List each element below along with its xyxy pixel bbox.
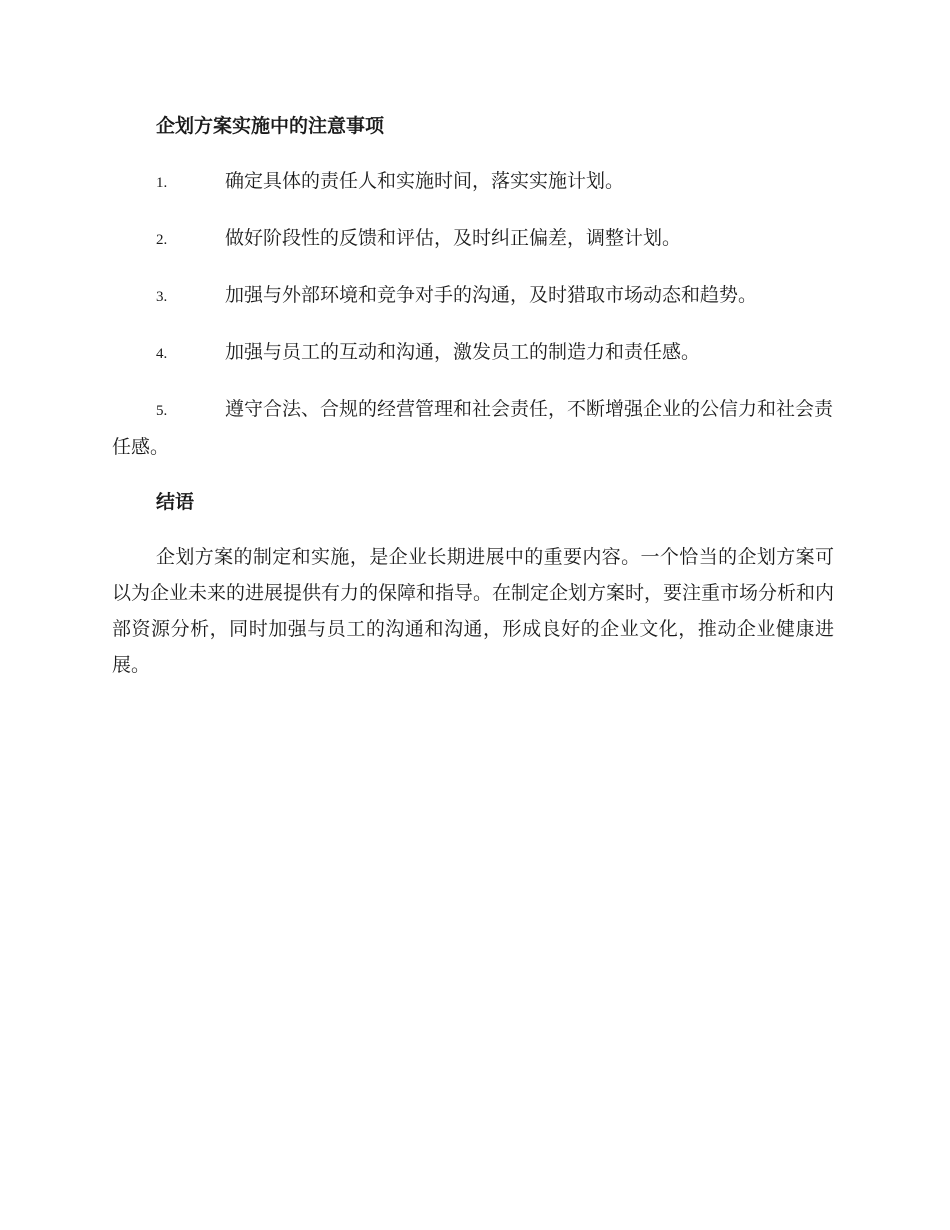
- list-item-text: 加强与外部环境和竞争对手的沟通，及时猎取市场动态和趋势。: [225, 284, 758, 306]
- conclusion-paragraph: 企划方案的制定和实施，是企业长期进展中的重要内容。一个恰当的企划方案可以为企业未来的进展提供有力的保障和指导。在制定企划方案时，要注重市场分析和内部资源分析，同时加强与员工的沟通和沟通，形成良好的企业文化，推动企业健康进展。: [112, 546, 835, 676]
- document-content: [112, 108, 834, 702]
- list-item-number: 1.: [156, 175, 168, 191]
- list-item-text: 做好阶段性的反馈和评估，及时纠正偏差，调整计划。: [225, 227, 682, 249]
- list-item: [112, 220, 834, 258]
- list-item-text: 加强与员工的互动和沟通，激发员工的制造力和责任感。: [225, 341, 701, 363]
- list-item: [112, 391, 834, 465]
- list-item-text: 遵守合法、合规的经营管理和社会责任，不断增强企业的公信力和社会责任感。: [112, 398, 834, 458]
- list-item-number: 3.: [156, 289, 168, 305]
- list-item: [112, 277, 834, 315]
- list-item: [112, 163, 834, 201]
- section-heading-notes: 企划方案实施中的注意事项: [156, 115, 385, 137]
- list-item-number: 5.: [156, 403, 168, 419]
- list-item: [112, 334, 834, 372]
- section-heading-conclusion: 结语: [156, 491, 195, 513]
- list-item-number: 2.: [156, 232, 168, 248]
- list-item-number: 4.: [156, 346, 168, 362]
- list-item-text: 确定具体的责任人和实施时间，落实实施计划。: [225, 170, 625, 192]
